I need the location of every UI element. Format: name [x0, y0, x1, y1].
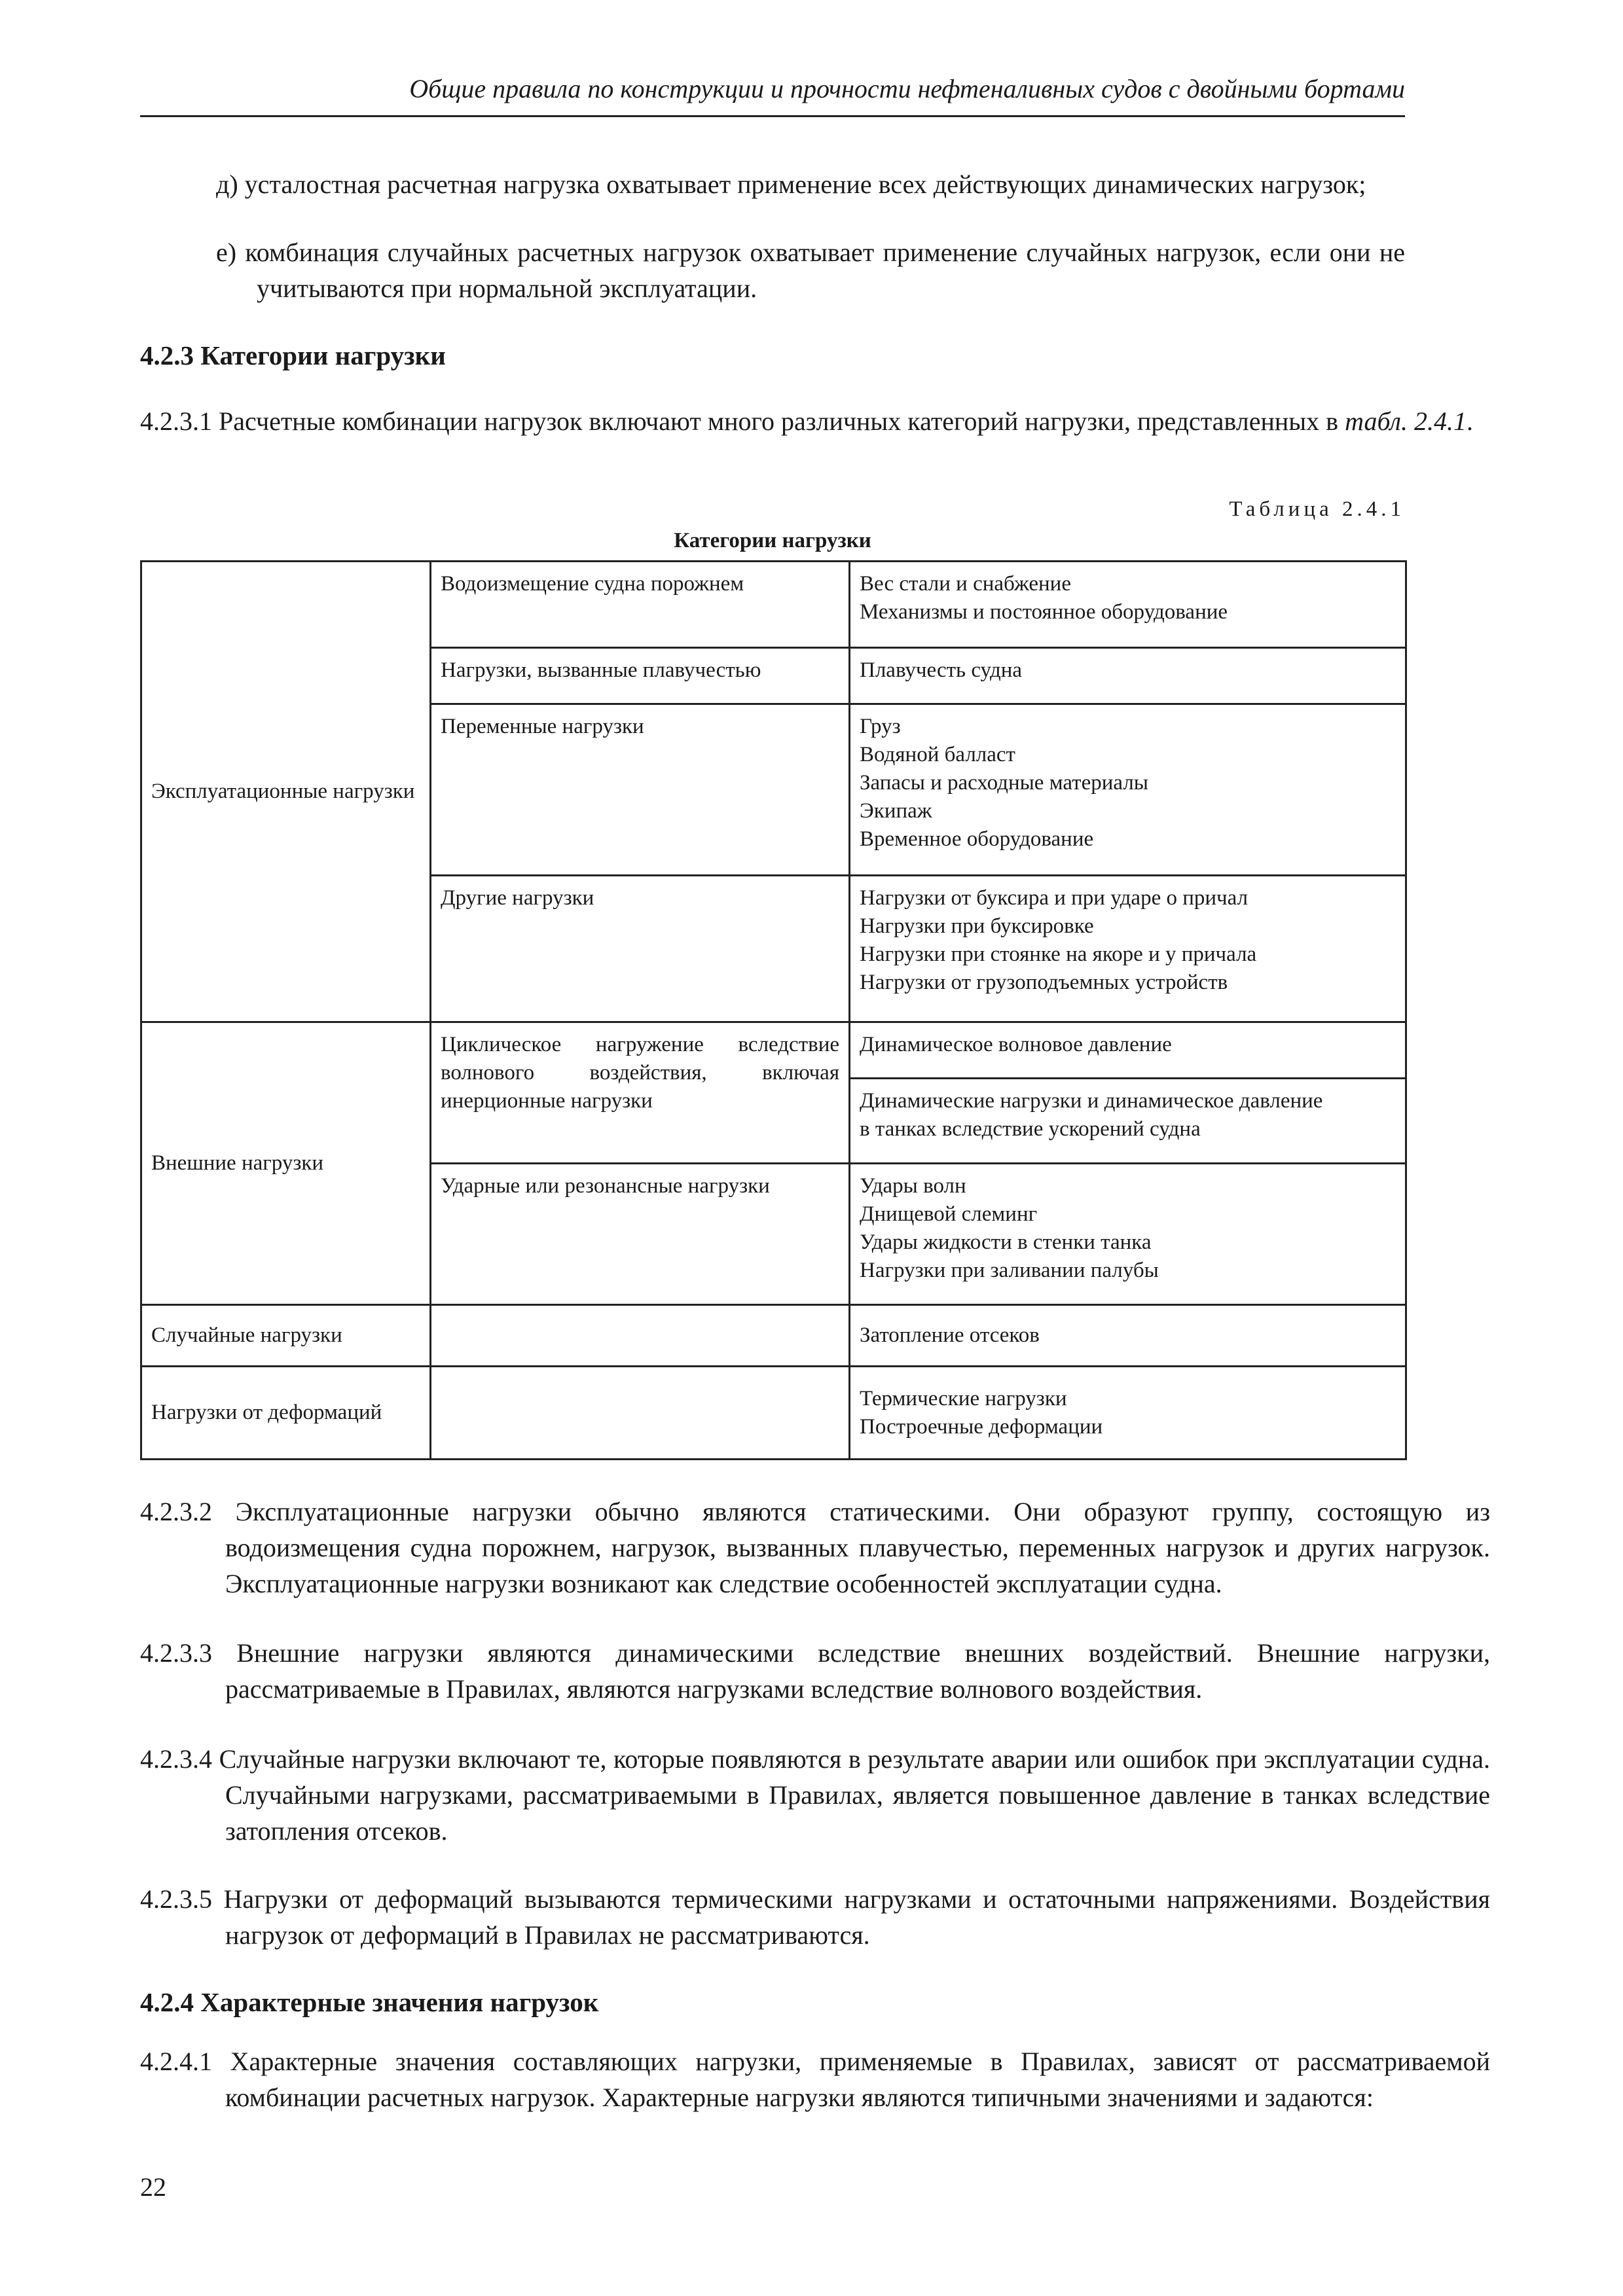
list-item-d: д) усталостная расчетная нагрузка охватывает применение всех действующих динамических нагрузок;	[216, 170, 1366, 199]
load-item: Удары волн	[860, 1174, 966, 1198]
paragraph-end: .	[1467, 406, 1473, 436]
load-type-cyclic: Циклическое нагружение вследствие волнового воздействия, включая инерционные нагрузки	[431, 1022, 850, 1164]
load-item: Запасы и расходные материалы	[860, 771, 1148, 795]
load-item: Плавучесть судна	[860, 658, 1023, 682]
load-item: Нагрузки при заливании палубы	[860, 1259, 1159, 1282]
section-heading-4-2-3: 4.2.3 Категории нагрузки	[140, 340, 446, 370]
section-heading-4-2-4: 4.2.4 Характерные значения нагрузок	[140, 1987, 599, 2017]
load-type-buoyancy: Нагрузки, вызванные плавучестью	[431, 648, 850, 704]
table-row	[141, 1305, 1406, 1367]
paragraph-text: Внешние нагрузки являются динамическими вследствие внешних воздействий. Внешние нагрузки, рассматриваемые в Правилах, являются нагрузками вследствие волнового воздействия.	[225, 1638, 1490, 1704]
load-item: Нагрузки при стоянке на якоре и у причала	[860, 942, 1257, 966]
paragraph-text: Расчетные комбинации нагрузок включают много различных категорий нагрузки, представленных в	[219, 406, 1339, 436]
load-type-variable: Переменные нагрузки	[431, 704, 850, 876]
load-type-other: Другие нагрузки	[431, 876, 850, 1022]
load-items-other	[850, 876, 1406, 1022]
load-type-lightship: Водоизмещение судна порожнем	[431, 562, 850, 648]
paragraph-number: 4.2.3.3	[140, 1638, 212, 1668]
load-items-cyclic-a	[850, 1022, 1406, 1079]
load-item: Затопление отсеков	[860, 1323, 1040, 1347]
running-header: Общие правила по конструкции и прочности нефтеналивных судов с двойными бортами	[409, 74, 1405, 103]
paragraph-number: 4.2.3.1	[140, 406, 212, 436]
table-row	[141, 1022, 1406, 1079]
page-number: 22	[140, 2172, 166, 2202]
paragraph-text: Характерные значения составляющих нагрузки, применяемые в Правилах, зависят от рассматриваемой комбинации расчетных нагрузок. Характерные нагрузки являются типичными значениями и задаются:	[225, 2047, 1490, 2112]
table-reference-link[interactable]: табл. 2.4.1	[1345, 406, 1467, 436]
paragraph-text: Случайные нагрузки включают те, которые появляются в результате аварии или ошибок при эксплуатации судна. Случайными нагрузками, рассматриваемыми в Правилах, является повышенное давление в танках вследствие затопления отсеков.	[219, 1744, 1490, 1846]
load-type-accidental	[431, 1305, 850, 1367]
load-item: в танках вследствие ускорений судна	[860, 1117, 1201, 1141]
category-operational: Эксплуатационные нагрузки	[141, 562, 431, 1022]
load-items-buoyancy	[850, 648, 1406, 704]
load-item: Динамическое волновое давление	[860, 1033, 1172, 1056]
paragraph-text: Эксплуатационные нагрузки обычно являются статическими. Они образуют группу, состоящую из водоизмещения судна порожнем, нагрузок, вызванных плавучестью, переменных нагрузок и других нагрузок. Эксплуатационные нагрузки возникают как следствие особенностей эксплуатации судна.	[225, 1497, 1491, 1598]
load-item: Груз	[860, 715, 901, 738]
load-items-accidental	[850, 1305, 1406, 1367]
load-items-lightship	[850, 562, 1406, 648]
category-accidental: Случайные нагрузки	[141, 1305, 431, 1367]
load-item: Вес стали и снабжение	[860, 572, 1071, 596]
header-rule	[140, 115, 1405, 117]
table-row	[141, 1367, 1406, 1460]
load-items-impact	[850, 1164, 1406, 1305]
load-item: Нагрузки от грузоподъемных устройств	[860, 971, 1228, 994]
paragraph-text: Нагрузки от деформаций вызываются термическими нагрузками и остаточными напряжениями. Воздействия нагрузок от деформаций в Правилах не рассматриваются.	[223, 1884, 1491, 1950]
paragraph-4-2-3-4	[140, 1741, 1490, 1849]
load-type-impact: Ударные или резонансные нагрузки	[431, 1164, 850, 1305]
paragraph-4-2-3-5	[140, 1881, 1490, 1953]
paragraph-number: 4.2.3.5	[140, 1884, 212, 1914]
load-type-deformation	[431, 1367, 850, 1460]
paragraph-number: 4.2.3.2	[140, 1497, 212, 1526]
load-item: Водяной балласт	[860, 743, 1015, 766]
list-item-e: е) комбинация случайных расчетных нагрузок охватывает применение случайных нагрузок, если они не учитываются при нормальной эксплуатации.	[216, 238, 1405, 303]
load-item: Нагрузки от буксира и при ударе о причал	[860, 886, 1249, 910]
load-item: Механизмы и постоянное оборудование	[860, 600, 1228, 624]
load-item: Нагрузки при буксировке	[860, 914, 1094, 938]
paragraph-number: 4.2.4.1	[140, 2047, 212, 2076]
load-item: Экипаж	[860, 799, 932, 823]
paragraph-4-2-3-3	[140, 1635, 1490, 1707]
load-items-deformation	[850, 1367, 1406, 1460]
load-item: Днищевой слеминг	[860, 1202, 1038, 1226]
load-item: Динамические нагрузки и динамическое давление	[860, 1089, 1323, 1113]
load-categories-table	[140, 560, 1407, 1460]
load-item: Удары жидкости в стенки танка	[860, 1230, 1152, 1254]
table-title: Категории нагрузки	[674, 529, 871, 552]
table-label: Таблица 2.4.1	[1229, 497, 1405, 521]
paragraph-4-2-4-1	[140, 2043, 1490, 2115]
category-external: Внешние нагрузки	[141, 1022, 431, 1305]
load-items-variable	[850, 704, 1406, 876]
category-deformation: Нагрузки от деформаций	[141, 1367, 431, 1460]
paragraph-number: 4.2.3.4	[140, 1744, 212, 1774]
load-item: Построечные деформации	[860, 1414, 1103, 1439]
table-row	[141, 562, 1406, 648]
paragraph-4-2-3-2	[140, 1494, 1490, 1602]
paragraph-4-2-3-1	[140, 403, 1490, 439]
load-items-cyclic-b	[850, 1079, 1406, 1164]
load-item: Термические нагрузки	[860, 1386, 1067, 1410]
load-item: Временное оборудование	[860, 827, 1094, 851]
